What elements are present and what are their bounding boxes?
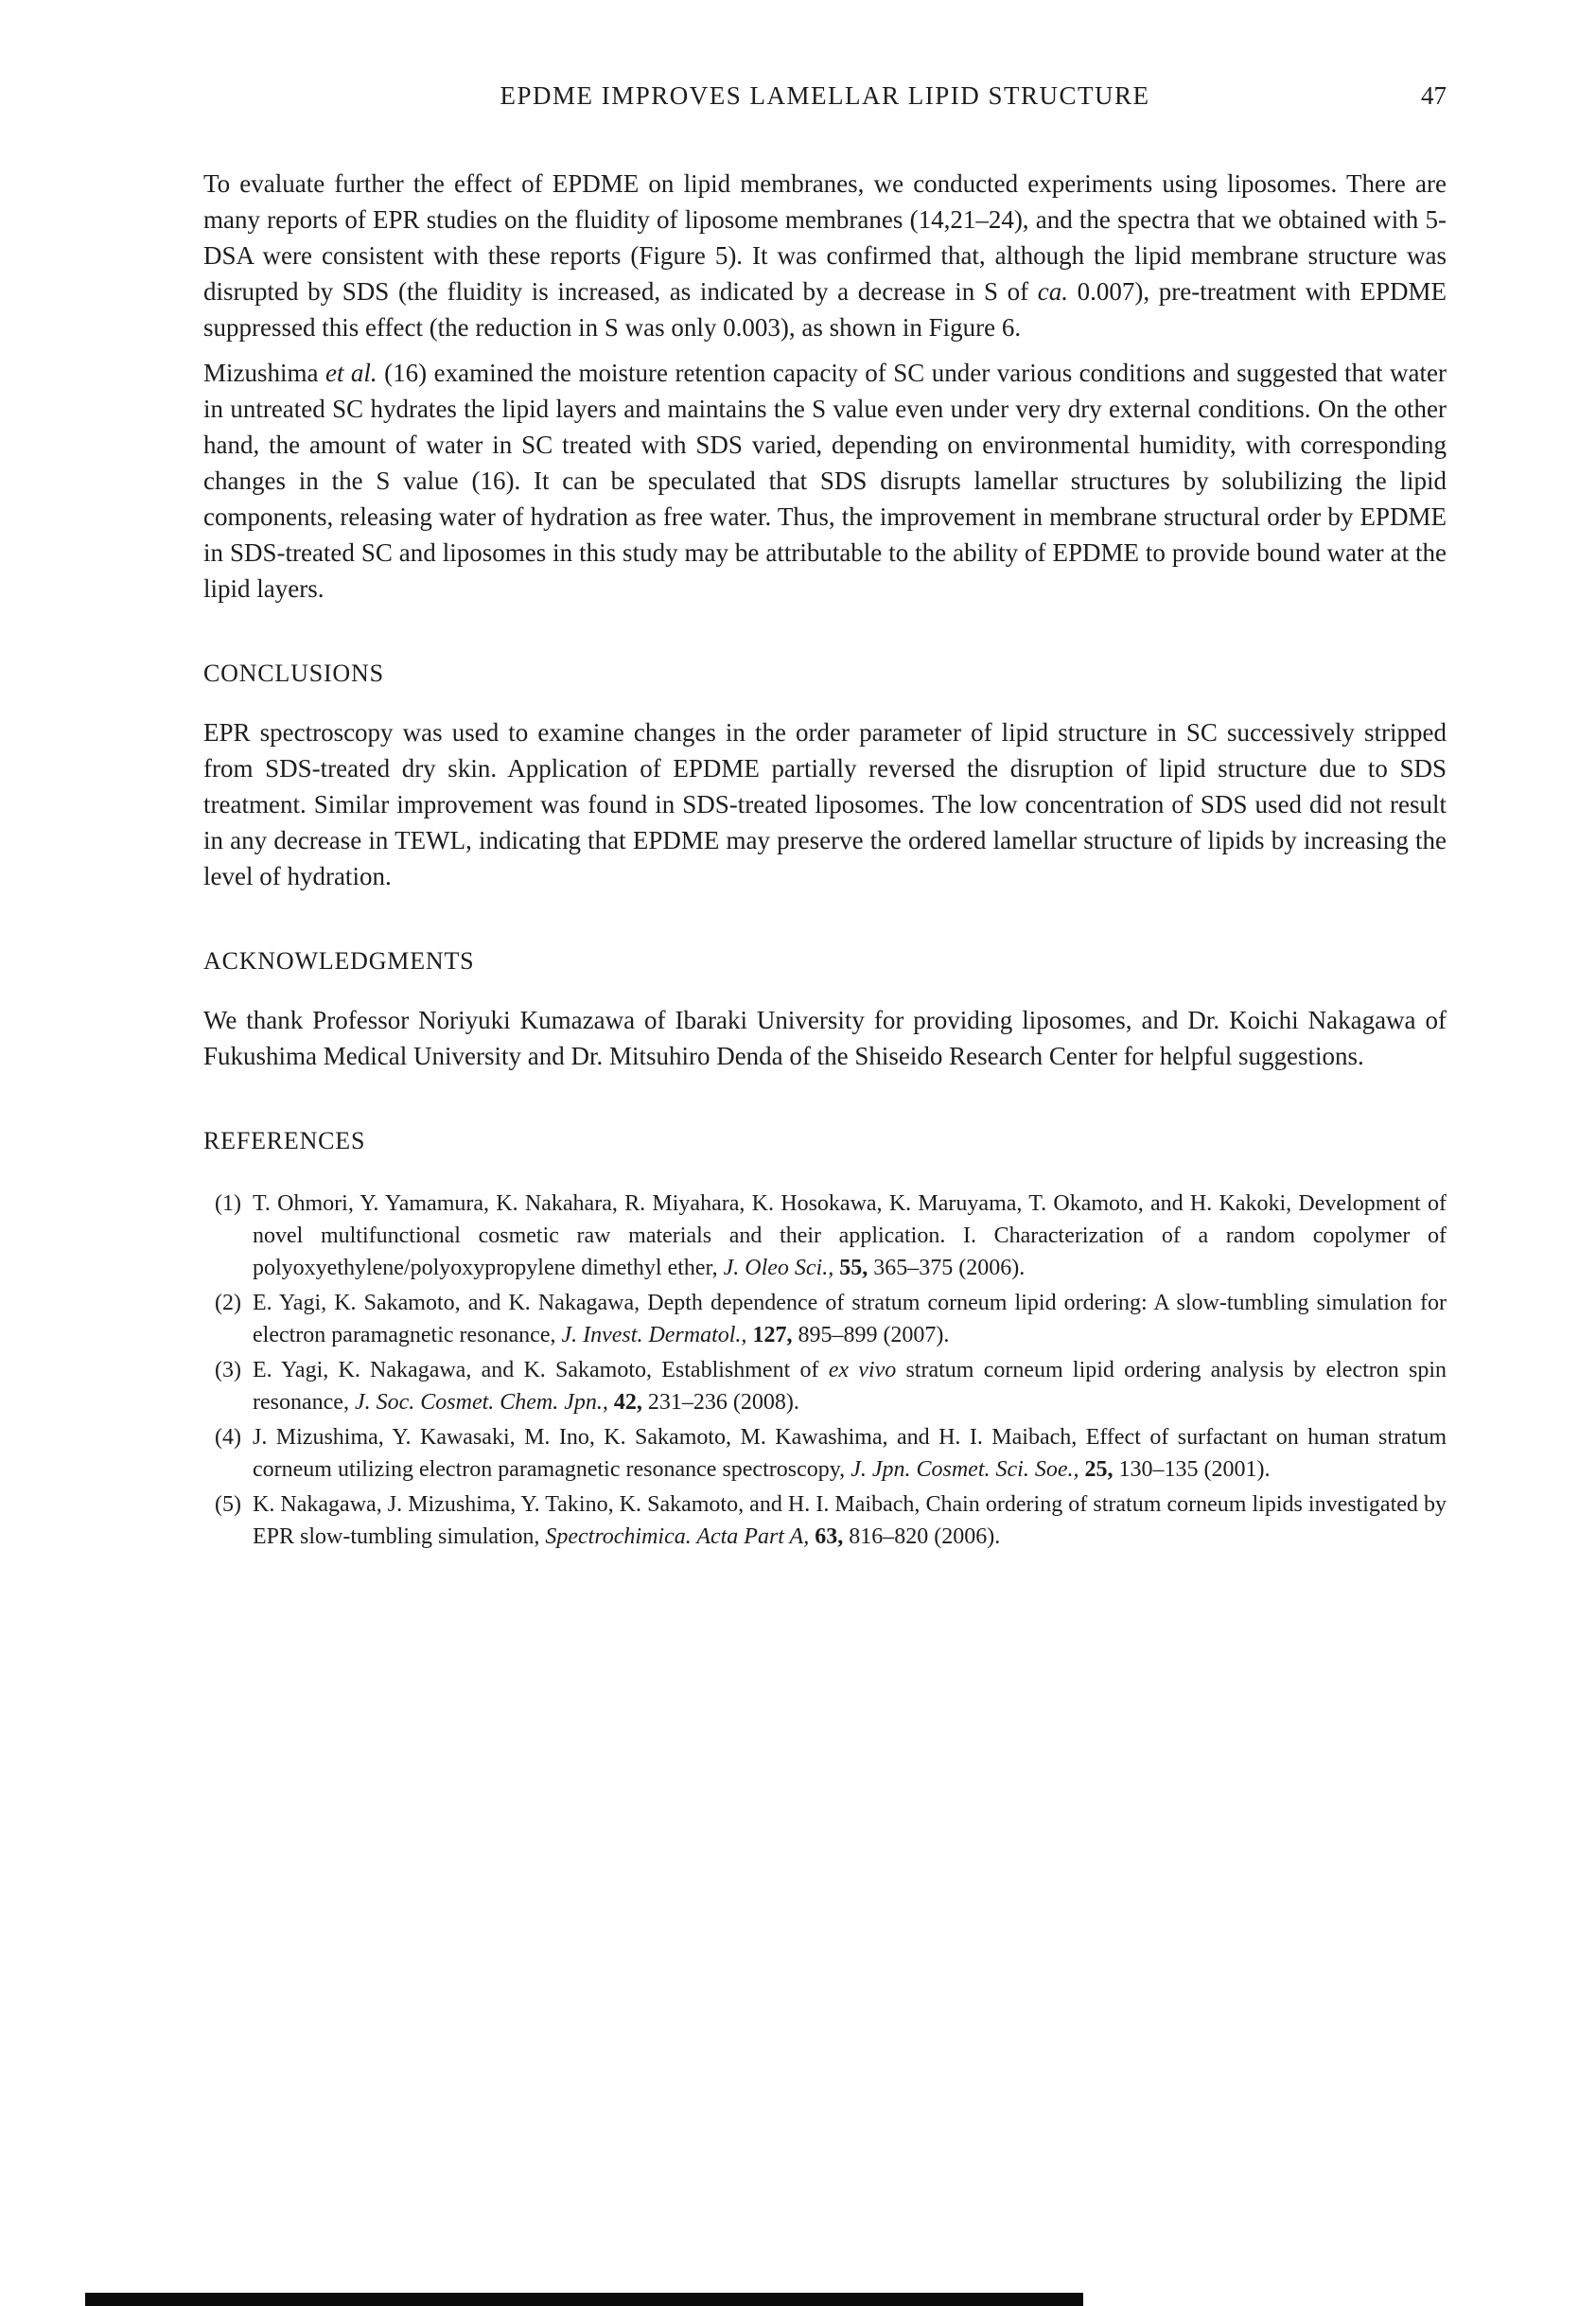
reference-number: (4) [215, 1425, 241, 1450]
reference-item [203, 1188, 1447, 1284]
reference-text: E. Yagi, K. Nakagawa, and K. Sakamoto, Establishment of ex vivo stratum corneum lipid ordering analysis by electron spin resonance, J. Soc. Cosmet. Chem. Jpn., 42, 231–236 (2008). [253, 1358, 1447, 1415]
page-header [203, 81, 1447, 111]
reference-number: (5) [215, 1492, 241, 1517]
section-heading-references: REFERENCES [203, 1127, 366, 1154]
reference-number: (1) [215, 1191, 241, 1216]
reference-text: K. Nakagawa, J. Mizushima, Y. Takino, K. Sakamoto, and H. I. Maibach, Chain ordering of stratum corneum lipids investigated by EPR slow-tumbling simulation, Spectrochimica. Acta Part A, 63, 816–820 (2006). [253, 1492, 1447, 1549]
reference-number: (2) [215, 1291, 241, 1315]
reference-item [203, 1488, 1447, 1553]
reference-item [203, 1354, 1447, 1418]
paragraph: Mizushima et al. (16) examined the moisture retention capacity of SC under various conditions and suggested that water in untreated SC hydrates the lipid layers and maintains the S value even under very dry external conditions. On the other hand, the amount of water in SC treated with SDS varied, depending on environmental humidity, with corresponding changes in the S value (16). It can be speculated that SDS disrupts lamellar structures by solubilizing the lipid components, releasing water of hydration as free water. Thus, the improvement in membrane structural order by EPDME in SDS-treated SC and liposomes in this study may be attributable to the ability of EPDME to provide bound water at the lipid layers. [203, 359, 1447, 603]
scan-artifact-bar [85, 2293, 1083, 2306]
reference-number: (3) [215, 1358, 241, 1382]
article-body [203, 166, 1447, 1553]
reference-item [203, 1287, 1447, 1351]
paragraph: We thank Professor Noriyuki Kumazawa of Ibaraki University for providing liposomes, and Dr. Koichi Nakagawa of Fukushima Medical University and Dr. Mitsuhiro Denda of the Shiseido Research Center for helpful suggestions. [203, 1006, 1447, 1070]
section-heading-conclusions: CONCLUSIONS [203, 660, 384, 687]
reference-text: E. Yagi, K. Sakamoto, and K. Nakagawa, Depth dependence of stratum corneum lipid ordering: A slow-tumbling simulation for electron paramagnetic resonance, J. Invest. Dermatol., 127, 895–899 (2007). [253, 1291, 1447, 1347]
reference-text: T. Ohmori, Y. Yamamura, K. Nakahara, R. Miyahara, K. Hosokawa, K. Maruyama, T. Okamoto, and H. Kakoki, Development of novel multifunctional cosmetic raw materials and their application. I. Characterization of a random copolymer of polyoxyethylene/polyoxypropylene dimethyl ether, J. Oleo Sci., 55, 365–375 (2006). [253, 1191, 1447, 1280]
page-number: 47 [1421, 81, 1447, 110]
paragraph: EPR spectroscopy was used to examine changes in the order parameter of lipid structure in SC successively stripped from SDS-treated dry skin. Application of EPDME partially reversed the disruption of lipid structure due to SDS treatment. Similar improvement was found in SDS-treated liposomes. The low concentration of SDS used did not result in any decrease in TEWL, indicating that EPDME may preserve the ordered lamellar structure of lipids by increasing the level of hydration. [203, 718, 1447, 890]
reference-text: J. Mizushima, Y. Kawasaki, M. Ino, K. Sakamoto, M. Kawashima, and H. I. Maibach, Effect of surfactant on human stratum corneum utilizing electron paramagnetic resonance spectroscopy, J. Jpn. Cosmet. Sci. Soe., 25, 130–135 (2001). [253, 1425, 1447, 1482]
running-head-title: EPDME IMPROVES LAMELLAR LIPID STRUCTURE [500, 81, 1150, 110]
section-heading-acknowledgments: ACKNOWLEDGMENTS [203, 947, 475, 975]
reference-item [203, 1421, 1447, 1486]
paragraph: To evaluate further the effect of EPDME on lipid membranes, we conducted experiments using liposomes. There are many reports of EPR studies on the fluidity of liposome membranes (14,21–24), and the spectra that we obtained with 5-DSA were consistent with these reports (Figure 5). It was confirmed that, although the lipid membrane structure was disrupted by SDS (the fluidity is increased, as indicated by a decrease in S of ca. 0.007), pre-treatment with EPDME suppressed this effect (the reduction in S was only 0.003), as shown in Figure 6. [203, 169, 1447, 342]
references-list [203, 1188, 1447, 1553]
